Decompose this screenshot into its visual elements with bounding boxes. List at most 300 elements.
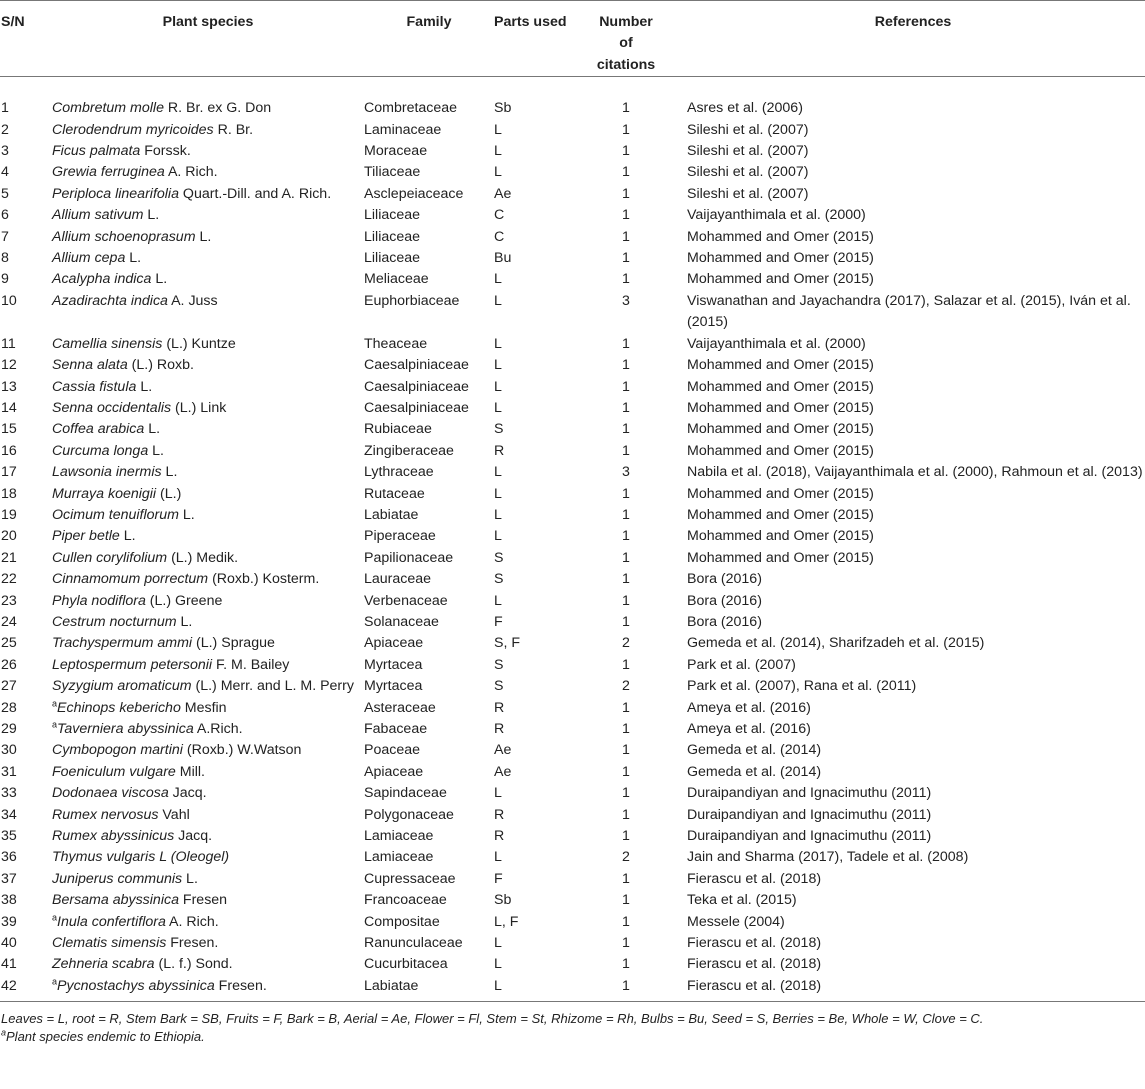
cell-family: Apiaceae: [364, 763, 424, 780]
cell-references: Jain and Sharma (2017), Tadele et al. (2008): [687, 849, 969, 866]
cell-parts-used: L: [494, 121, 502, 138]
cell-citations: 1: [622, 250, 630, 267]
cell-citations: 1: [622, 592, 630, 609]
cell-references: Gemeda et al. (2014): [687, 742, 822, 759]
table-row: [0, 419, 1145, 440]
species-name: Curcuma longa: [52, 442, 149, 459]
cell-family: Asclepeiaceace: [364, 185, 464, 202]
cell-references: Mohammed and Omer (2015): [687, 250, 874, 267]
cell-parts-used: F: [494, 613, 503, 630]
cell-sn: 19: [1, 506, 17, 523]
cell-citations: 1: [622, 399, 630, 416]
cell-sn: 16: [1, 442, 17, 459]
species-name: Senna alata: [52, 357, 128, 374]
cell-parts-used: L: [494, 849, 502, 866]
cell-references: Viswanathan and Jayachandra (2017), Salazar et al. (2015), Iván et al. (2015): [687, 292, 1131, 331]
cell-parts-used: Sb: [494, 100, 512, 117]
cell-parts-used: L: [494, 485, 502, 502]
cell-sn: 15: [1, 421, 17, 438]
table-row: [0, 783, 1145, 804]
cell-sn: 13: [1, 378, 17, 395]
cell-family: Compositae: [364, 913, 440, 930]
species-name: Phyla nodiflora: [52, 592, 146, 609]
cell-parts-used: L: [494, 592, 502, 609]
cell-family: Labiatae: [364, 506, 419, 523]
cell-family: Caesalpiniaceae: [364, 378, 469, 395]
cell-parts-used: S: [494, 571, 504, 588]
cell-parts-used: Sb: [494, 892, 512, 909]
cell-plant-species: [52, 162, 364, 183]
species-authority: L.: [148, 442, 164, 459]
table-row: [0, 441, 1145, 462]
species-name: Trachyspermum ammi: [52, 635, 193, 652]
table-row: [0, 719, 1145, 740]
table-row: [0, 569, 1145, 590]
species-authority: Mill.: [175, 763, 205, 780]
species-authority: (L.) Link: [171, 399, 227, 416]
cell-plant-species: [52, 676, 364, 697]
species-authority: R. Br. ex G. Don: [163, 100, 272, 117]
species-name: Cullen corylifolium: [52, 549, 168, 566]
cell-parts-used: S: [494, 549, 504, 566]
cell-family: Verbenaceae: [364, 592, 448, 609]
cell-family: Lythraceae: [364, 464, 434, 481]
cell-plant-species: [52, 462, 364, 483]
cell-parts-used: L: [494, 464, 502, 481]
cell-family: Polygonaceae: [364, 806, 454, 823]
species-authority: A. Rich.: [165, 913, 219, 930]
species-name: Rumex abyssinicus: [52, 828, 175, 845]
cell-sn: 23: [1, 592, 17, 609]
cell-parts-used: L: [494, 143, 502, 160]
table-row: [0, 847, 1145, 868]
table-row: [0, 633, 1145, 654]
cell-family: Myrtacea: [364, 678, 423, 695]
species-authority: (L.) Kuntze: [162, 335, 236, 352]
species-authority: A. Juss: [167, 292, 218, 309]
table-row: [0, 740, 1145, 761]
cell-family: Cupressaceae: [364, 870, 456, 887]
cell-parts-used: R: [494, 699, 505, 716]
species-authority: (Roxb.) W.Watson: [182, 742, 302, 759]
table-row: [0, 162, 1145, 183]
table-row: [0, 612, 1145, 633]
table-row: [0, 698, 1145, 719]
cell-family: Ranunculaceae: [364, 935, 463, 952]
cell-references: Fierascu et al. (2018): [681, 976, 1145, 1002]
cell-references: Ameya et al. (2016): [687, 699, 811, 716]
species-authority: (L. f.) Sond.: [154, 956, 233, 973]
cell-parts-used: Ae: [494, 185, 512, 202]
cell-parts-used: R: [494, 721, 505, 737]
species-name: Rumex nervosus: [52, 806, 159, 823]
table-row: [0, 912, 1145, 933]
cell-plant-species: [52, 719, 364, 740]
cell-sn: 10: [1, 292, 17, 309]
cell-parts-used: L: [494, 164, 502, 181]
cell-parts-used: C: [494, 228, 505, 245]
table-row: [0, 655, 1145, 676]
endemic-mark: a: [52, 976, 58, 987]
table-row: [0, 933, 1145, 954]
cell-sn: 33: [1, 785, 17, 802]
cell-references: Mohammed and Omer (2015): [687, 228, 874, 245]
species-authority: Fresen: [178, 892, 228, 909]
cell-plant-species: [52, 569, 364, 590]
cell-citations: 1: [622, 763, 630, 780]
cell-references: Mohammed and Omer (2015): [687, 549, 874, 566]
cell-references: Bora (2016): [687, 592, 762, 609]
cell-sn: 7: [1, 228, 9, 245]
cell-sn: 4: [1, 164, 9, 181]
cell-references: Sileshi et al. (2007): [687, 121, 809, 138]
cell-sn: 24: [1, 613, 17, 630]
cell-sn: 30: [1, 742, 17, 759]
cell-references: Sileshi et al. (2007): [687, 164, 809, 181]
cell-sn: 35: [1, 828, 17, 845]
cell-citations: 3: [622, 292, 630, 309]
cell-sn: 5: [1, 185, 9, 202]
species-authority: L.: [136, 378, 153, 395]
cell-references: Duraipandiyan and Ignacimuthu (2011): [687, 828, 932, 845]
cell-citations: 1: [622, 806, 630, 823]
table-row: [0, 826, 1145, 847]
cell-plant-species: [52, 248, 364, 269]
cell-citations: 1: [622, 143, 630, 160]
cell-family: Liliaceae: [364, 207, 421, 224]
cell-sn: 22: [1, 571, 17, 588]
species-authority: L.: [119, 528, 136, 545]
cell-references: Bora (2016): [687, 571, 762, 588]
cell-plant-species: [52, 912, 364, 933]
table-row: [0, 526, 1145, 547]
cell-family: Piperaceae: [364, 528, 436, 545]
cell-family: Liliaceae: [364, 250, 421, 267]
cell-parts-used: F: [494, 870, 503, 887]
table-row: [0, 184, 1145, 205]
table-row: [0, 269, 1145, 290]
cell-references: Mohammed and Omer (2015): [687, 399, 874, 416]
cell-sn: 42: [0, 976, 52, 1002]
species-name: Leptospermum petersonii: [52, 656, 213, 673]
cell-plant-species: [52, 120, 364, 141]
cell-plant-species: [52, 227, 364, 248]
table-row: [0, 77, 1145, 120]
cell-sn: 38: [1, 892, 17, 909]
cell-parts-used: L: [494, 399, 502, 416]
species-authority: F. M. Bailey: [212, 656, 290, 673]
species-name: Cestrum nocturnum: [52, 613, 177, 630]
cell-citations: 1: [622, 185, 630, 202]
cell-sn: 37: [1, 870, 17, 887]
species-name: Syzygium aromaticum: [52, 678, 192, 695]
cell-citations: 1: [622, 828, 630, 845]
cell-citations: 1: [622, 699, 630, 716]
footnote-mark: a: [1, 1027, 7, 1038]
cell-family: Sapindaceae: [364, 785, 447, 802]
cell-sn: 27: [1, 678, 17, 695]
species-authority: L.: [195, 228, 212, 245]
cell-references: Asres et al. (2006): [687, 100, 803, 117]
cell-sn: 28: [1, 699, 17, 716]
species-authority: Fresen.: [166, 935, 219, 952]
species-authority: L.: [182, 870, 198, 887]
species-authority: A.Rich.: [193, 721, 243, 737]
cell-citations: 1: [622, 485, 630, 502]
cell-parts-used: S: [494, 656, 504, 673]
table-row: [0, 355, 1145, 376]
cell-plant-species: [52, 805, 364, 826]
cell-citations: 1: [622, 164, 630, 181]
table-row: [0, 334, 1145, 355]
species-authority: L.: [178, 506, 195, 523]
cell-parts-used: R: [494, 806, 505, 823]
species-authority: (L.) Roxb.: [127, 357, 194, 374]
species-name: Thymus vulgaris L (Oleogel): [52, 849, 230, 866]
cell-family: Moraceae: [364, 143, 428, 160]
cell-plant-species: [52, 291, 364, 334]
table-row: [0, 227, 1145, 248]
table-row: [0, 762, 1145, 783]
cell-plant-species: [52, 847, 364, 868]
cell-parts-used: C: [494, 207, 505, 224]
cell-citations: 1: [622, 335, 630, 352]
cell-family: Poaceae: [364, 742, 421, 759]
species-authority: A. Rich.: [164, 164, 218, 181]
cell-plant-species: [52, 184, 364, 205]
cell-parts-used: R: [494, 828, 505, 845]
table-row: [0, 141, 1145, 162]
cell-references: Teka et al. (2015): [687, 892, 797, 909]
cell-citations: 1: [622, 421, 630, 438]
cell-parts-used: L: [494, 956, 502, 973]
cell-sn: 12: [1, 357, 17, 374]
cell-references: Mohammed and Omer (2015): [687, 357, 874, 374]
cell-citations: 1: [622, 613, 630, 630]
cell-plant-species: [52, 141, 364, 162]
cell-family: Lauraceae: [364, 571, 432, 588]
cell-citations: 1: [622, 571, 630, 588]
cell-parts-used: L, F: [494, 913, 519, 930]
cell-references: Mohammed and Omer (2015): [687, 442, 874, 459]
species-name: Murraya koenigii: [52, 485, 157, 502]
cell-citations: 1: [622, 506, 630, 523]
cell-family: Papilionaceae: [364, 549, 454, 566]
species-name: Clematis simensis: [52, 935, 167, 952]
cell-references: Mohammed and Omer (2015): [687, 506, 874, 523]
table-row: [0, 591, 1145, 612]
cell-citations: 1: [622, 892, 630, 909]
species-name: Azadirachta indica: [52, 292, 168, 309]
header-plant-species: Plant species: [52, 1, 364, 77]
cell-plant-species: [52, 655, 364, 676]
species-name: Cinnamomum porrectum: [52, 571, 209, 588]
cell-references: Sileshi et al. (2007): [687, 185, 809, 202]
cell-family: Solanaceae: [364, 613, 439, 630]
table-footnotes: [0, 1002, 1145, 1046]
species-authority: (L.) Greene: [145, 592, 223, 609]
cell-plant-species: [52, 526, 364, 547]
cell-family: Cucurbitacea: [364, 956, 448, 973]
species-name: Clerodendrum myricoides: [52, 121, 214, 138]
cell-references: Mohammed and Omer (2015): [687, 528, 874, 545]
cell-sn: 40: [1, 935, 17, 952]
cell-references: Mohammed and Omer (2015): [687, 421, 874, 438]
cell-plant-species: [52, 612, 364, 633]
cell-sn: 14: [1, 399, 17, 416]
cell-sn: 21: [1, 549, 17, 566]
cell-family: Laminaceae: [364, 121, 442, 138]
cell-sn: 11: [1, 335, 16, 352]
species-authority: Forssk.: [140, 143, 191, 160]
cell-references: Sileshi et al. (2007): [687, 143, 809, 160]
cell-plant-species: [52, 633, 364, 654]
species-name: Dodonaea viscosa: [52, 785, 169, 802]
cell-sn: 36: [1, 849, 17, 866]
cell-plant-species: [52, 269, 364, 290]
species-authority: (L.) Merr. and L. M. Perry: [191, 678, 354, 695]
cell-sn: 20: [1, 528, 17, 545]
table-row: [0, 484, 1145, 505]
species-name: Bersama abyssinica: [52, 892, 179, 909]
header-number-of-citations: Number of citations: [571, 1, 681, 77]
cell-family: Apiaceae: [364, 635, 424, 652]
table-body: [0, 77, 1145, 1002]
cell-family: Tiliaceae: [364, 164, 421, 181]
cell-sn: 26: [1, 656, 17, 673]
species-name: Taverniera abyssinica: [57, 721, 194, 737]
cell-sn: 1: [1, 100, 9, 117]
species-authority: L.: [151, 271, 168, 288]
species-name: Combretum molle: [52, 100, 164, 117]
cell-references: Gemeda et al. (2014), Sharifzadeh et al. (2015): [687, 635, 985, 652]
cell-sn: 17: [1, 464, 17, 481]
footnote-endemic-text: Plant species endemic to Ethiopia.: [6, 1029, 205, 1045]
species-authority: Mesfin: [180, 699, 227, 716]
cell-plant-species: [52, 377, 364, 398]
footnote-endemic: [1, 1028, 1145, 1046]
cell-plant-species: [52, 933, 364, 954]
cell-parts-used: S: [494, 678, 504, 695]
cell-family: Meliaceae: [364, 271, 429, 288]
cell-references: Gemeda et al. (2014): [687, 763, 822, 780]
species-authority: Fresen.: [214, 977, 267, 994]
cell-parts-used: L: [494, 378, 502, 395]
cell-sn: 3: [1, 143, 9, 160]
cell-citations: 2: [622, 849, 630, 866]
cell-citations: 3: [622, 464, 630, 481]
table-row: [0, 377, 1145, 398]
cell-parts-used: Ae: [494, 763, 512, 780]
cell-references: Fierascu et al. (2018): [687, 956, 822, 973]
cell-sn: 29: [1, 721, 17, 737]
species-authority: L.: [143, 207, 160, 224]
cell-plant-species: [52, 954, 364, 975]
cell-citations: 1: [622, 528, 630, 545]
species-name: Senna occidentalis: [52, 399, 172, 416]
cell-family: Rutaceae: [364, 485, 425, 502]
species-authority: L.: [144, 421, 161, 438]
cell-parts-used: S: [494, 421, 504, 438]
cell-family: Zingiberaceae: [364, 442, 454, 459]
species-authority: Quart.-Dill. and A. Rich.: [178, 185, 332, 202]
cell-plant-species: [52, 890, 364, 911]
species-name: Echinops kebericho: [57, 699, 181, 716]
cell-references: Duraipandiyan and Ignacimuthu (2011): [687, 785, 932, 802]
cell-parts-used: L: [494, 935, 502, 952]
species-authority: (Roxb.) Kosterm.: [208, 571, 320, 588]
species-name: Piper betle: [52, 528, 120, 545]
species-name: Pycnostachys abyssinica: [57, 977, 215, 994]
species-authority: L.: [176, 613, 193, 630]
endemic-mark: a: [52, 719, 58, 730]
cell-parts-used: L: [494, 976, 571, 1002]
cell-family: Fabaceae: [364, 721, 428, 737]
table-row: [0, 462, 1145, 483]
cell-sn: 9: [1, 271, 9, 288]
cell-sn: 8: [1, 250, 9, 267]
cell-family: Francoaceae: [364, 892, 447, 909]
cell-parts-used: Ae: [494, 742, 512, 759]
cell-plant-species: [52, 783, 364, 804]
cell-family: Caesalpiniaceae: [364, 357, 469, 374]
cell-citations: 1: [571, 976, 681, 1002]
table-row: [0, 505, 1145, 526]
cell-references: Vaijayanthimala et al. (2000): [687, 207, 866, 224]
species-authority: L.: [161, 464, 178, 481]
species-name: Ficus palmata: [52, 143, 141, 160]
cell-parts-used: L: [494, 357, 502, 374]
cell-family: Combretaceae: [364, 100, 458, 117]
species-name: Juniperus communis: [52, 870, 183, 887]
cell-citations: 1: [622, 956, 630, 973]
cell-sn: 18: [1, 485, 17, 502]
cell-plant-species: [52, 484, 364, 505]
species-authority: (L.) Sprague: [192, 635, 275, 652]
cell-sn: 34: [1, 806, 17, 823]
cell-references: Mohammed and Omer (2015): [687, 271, 874, 288]
cell-sn: 31: [1, 763, 17, 780]
cell-family: Labiatae: [364, 976, 494, 1002]
cell-citations: 1: [622, 121, 630, 138]
cell-parts-used: L: [494, 785, 502, 802]
cell-references: Messele (2004): [687, 913, 785, 930]
cell-parts-used: Bu: [494, 250, 512, 267]
cell-citations: 1: [622, 207, 630, 224]
cell-citations: 1: [622, 656, 630, 673]
table-row: [0, 890, 1145, 911]
species-authority: Jacq.: [168, 785, 207, 802]
table-row: [0, 120, 1145, 141]
species-name: Periploca linearifolia: [52, 185, 179, 202]
cell-references: Bora (2016): [687, 613, 762, 630]
cell-sn: 41: [1, 956, 17, 973]
cell-plant-species: [52, 591, 364, 612]
cell-plant-species: [52, 826, 364, 847]
table-row: [0, 805, 1145, 826]
header-family: Family: [364, 1, 494, 77]
species-authority: Vahl: [158, 806, 190, 823]
species-name: Lawsonia inermis: [52, 464, 162, 481]
cell-references: Duraipandiyan and Ignacimuthu (2011): [687, 806, 932, 823]
species-name: Cassia fistula: [52, 378, 137, 395]
table-row: [0, 954, 1145, 975]
cell-sn: 2: [1, 121, 9, 138]
header-sn: S/N: [0, 1, 52, 77]
cell-citations: 1: [622, 357, 630, 374]
species-name: Foeniculum vulgare: [52, 763, 176, 780]
cell-references: Park et al. (2007): [687, 656, 796, 673]
